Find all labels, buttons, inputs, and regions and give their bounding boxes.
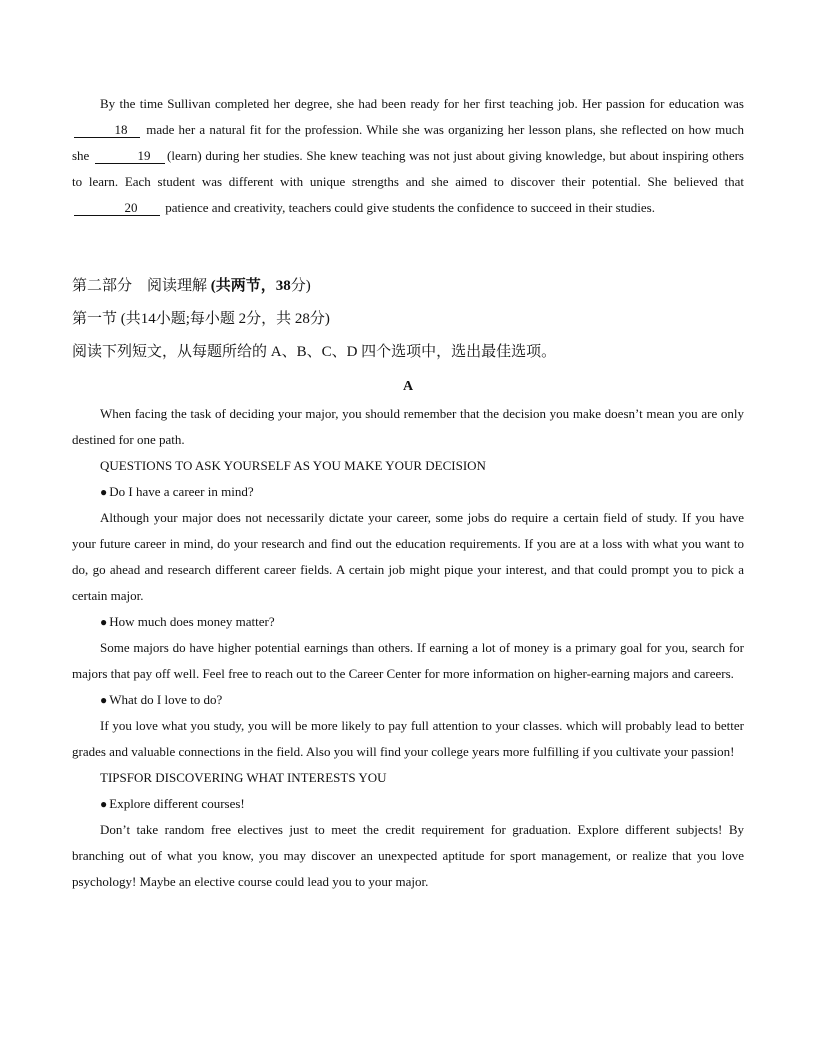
blank-20: 20 — [74, 200, 160, 216]
tip-1 — [72, 791, 744, 817]
question-1 — [72, 479, 744, 505]
paragraph-3: If you love what you study, you will be more likely to pay full attention to your classes. which will probably lead to better grades and valuable connections in the field. Also you will find your college years more fulfilling if you cultivate your passion! — [72, 718, 744, 759]
intro-paragraph: When facing the task of deciding your major, you should remember that the decision you make doesn’t mean you are only destined for one path. — [72, 406, 744, 447]
paragraph-2: Some majors do have higher potential earnings than others. If earning a lot of money is a primary goal for you, search for majors that pay off well. Feel free to reach out to the Career Center for more information on higher-earning majors and careers. — [72, 640, 744, 681]
passage-label: A — [402, 379, 414, 394]
bullet-icon: ● — [100, 797, 108, 811]
cloze-text-2: made her a natural fit for the profession. While she was organizing her lesson plans, she reflected on how much she — [72, 122, 744, 163]
top-passage — [72, 91, 744, 221]
part-points-suffix: 分) — [290, 278, 311, 294]
tip-1-text: Explore different courses! — [109, 796, 245, 811]
passage-a — [72, 373, 744, 895]
reading-section — [72, 270, 744, 369]
bullet-icon: ● — [100, 615, 108, 629]
blank-18: 18 — [74, 122, 140, 138]
question-3 — [72, 687, 744, 713]
question-2 — [72, 609, 744, 635]
sub-title: 第一节 (共14小题;每小题 2分，共 28分) — [72, 311, 330, 327]
heading-questions: QUESTIONS TO ASK YOURSELF AS YOU MAKE YOUR DECISION — [100, 458, 486, 473]
question-1-text: Do I have a career in mind? — [109, 484, 254, 499]
cloze-text-1: By the time Sullivan completed her degree, she had been ready for her first teaching job. Her passion for education was — [100, 96, 744, 111]
part-points-number: 38 — [275, 278, 291, 294]
part-points-prefix: (共两节， — [210, 278, 276, 294]
bullet-icon: ● — [100, 485, 108, 499]
part-title — [72, 270, 744, 303]
question-2-text: How much does money matter? — [109, 614, 275, 629]
instruction: 阅读下列短文，从每题所给的 A、B、C、D 四个选项中，选出最佳选项。 — [72, 344, 557, 360]
cloze-paragraph — [72, 91, 744, 221]
cloze-text-4: patience and creativity, teachers could give students the confidence to succeed in their studies. — [162, 200, 655, 215]
question-3-text: What do I love to do? — [109, 692, 223, 707]
blank-19: 19 — [95, 148, 165, 164]
bullet-icon: ● — [100, 693, 108, 707]
part-title-text: 第二部分 阅读理解 — [72, 278, 208, 294]
heading-tips: TIPSFOR DISCOVERING WHAT INTERESTS YOU — [100, 770, 387, 785]
paragraph-1: Although your major does not necessarily dictate your career, some jobs do require a certain field of study. If you have your future career in mind, do your research and find out the education requirements. If you are at a loss with what you want to do, go ahead and research different career fields. A certain job might pique your interest, and that could prompt you to pick a certain major. — [72, 510, 744, 603]
cloze-text-3: (learn) during her studies. She knew teaching was not just about giving knowledge, but about inspiring others to learn. Each student was different with unique strengths and she aimed to discover their potential. She believed that — [72, 148, 744, 189]
paragraph-4: Don’t take random free electives just to meet the credit requirement for graduation. Explore different subjects! By branching out of what you know, you may discover an unexpected aptitude for sport management, or realize that you love psychology! Maybe an elective course could lead you to your major. — [72, 822, 744, 889]
